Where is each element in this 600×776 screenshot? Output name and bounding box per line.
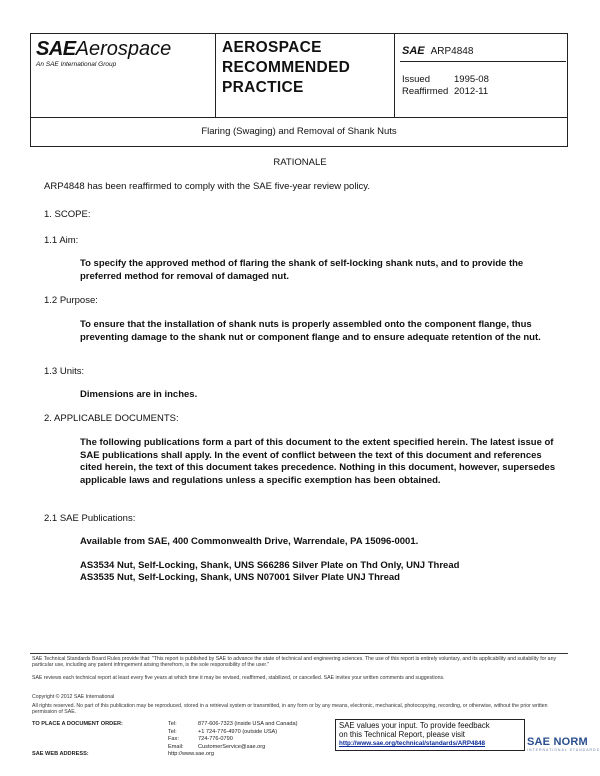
issued-value: 1995-08 xyxy=(454,74,489,85)
section-heading: 1.3 Units: xyxy=(44,366,85,377)
arp-divider xyxy=(400,61,566,62)
reaffirmed-value: 2012-11 xyxy=(454,86,489,97)
issued-label: Issued xyxy=(402,74,430,85)
header-divider xyxy=(394,34,395,118)
footer-note: SAE Technical Standards Board Rules provide that: "This report is published by SAE to advance the state of technical and engineering sciences. The use of this report is entirely voluntary, and its applicability and suitability for any particular use, including any patent infringement arising therefrom, is the sole responsibility of the user." xyxy=(32,656,557,669)
section-heading: 1.2 Purpose: xyxy=(44,295,98,306)
section-heading: 2.1 SAE Publications: xyxy=(44,513,136,524)
section-paragraph: To ensure that the installation of shank nuts is properly assembled onto the component flange, thus preventing damage to the shank nut or component flange and to ensure adequate retention of the nut. xyxy=(80,319,541,343)
email-value[interactable]: CustomerService@sae.org xyxy=(198,743,266,750)
doc-type-line: PRACTICE xyxy=(222,79,304,96)
section-heading: 2. APPLICABLE DOCUMENTS: xyxy=(44,413,179,424)
feedback-link[interactable]: http://www.sae.org/technical/standards/ARP4848 xyxy=(339,740,486,747)
section-paragraph: Available from SAE, 400 Commonwealth Drive, Warrendale, PA 15096-0001. xyxy=(80,536,419,547)
fax-value: 724-776-0790 xyxy=(198,736,233,743)
feedback-text: on this Technical Report, please visit xyxy=(339,730,465,739)
feedback-box xyxy=(335,719,525,751)
feedback-text: SAE values your input. To provide feedback xyxy=(339,721,490,730)
footer-divider xyxy=(30,653,568,654)
watermark-logo xyxy=(527,736,600,752)
web-value[interactable]: http://www.sae.org xyxy=(168,751,215,758)
section-heading: 1. SCOPE: xyxy=(44,209,91,220)
tel2-value: +1 724-776-4970 (outside USA) xyxy=(198,728,278,735)
section-paragraph: Dimensions are in inches. xyxy=(80,389,198,400)
watermark-subtext: INTERNATIONAL STANDARDS xyxy=(527,748,600,752)
footer-note: SAE reviews each technical report at least every five years at which time it may be revised, reaffirmed, stabilized, or cancelled. SAE invites your written comments and suggestions. xyxy=(32,675,445,681)
order-label: TO PLACE A DOCUMENT ORDER: xyxy=(32,721,123,727)
rationale-text: ARP4848 has been reaffirmed to comply with the SAE five-year review policy. xyxy=(44,181,370,192)
arp-sae-mark: SAE xyxy=(402,45,425,57)
section-paragraph: To specify the approved method of flaring the shank of self-locking shank nuts, and to provide the preferred method for removal of damaged nut. xyxy=(80,258,524,282)
web-label: SAE WEB ADDRESS: xyxy=(32,751,89,758)
document-title: Flaring (Swaging) and Removal of Shank Nuts xyxy=(30,118,568,147)
arp-designation xyxy=(402,45,473,57)
logo-group-text: An SAE International Group xyxy=(36,61,117,68)
reference-item: AS3534 Nut, Self-Locking, Shank, UNS S66286 Silver Plate on Thd Only, UNJ Thread xyxy=(80,560,460,571)
rights-statement: All rights reserved. No part of this publication may be reproduced, stored in a retrieval system or transmitted, in any form or by any means, electronic, mechanical, photocopying, recording, or otherwise, without the prior written permission of SAE. xyxy=(32,703,548,716)
arp-number: ARP4848 xyxy=(430,46,474,57)
header-divider xyxy=(215,34,216,118)
document-type xyxy=(222,38,350,98)
copyright: Copyright © 2012 SAE International xyxy=(32,694,115,700)
tel2-label: Tel: xyxy=(168,728,177,735)
section-paragraph: The following publications form a part of this document to the extent specified herein. The latest issue of SAE publications shall apply. In the event of conflict between the text of this document and references cited herein, the text of this document takes precedence. Nothing in this document, however, supersedes applicable laws and regulations unless a specific exemption has been obtained. xyxy=(80,437,556,486)
email-label: Email: xyxy=(168,743,184,750)
tel-value: 877-606-7323 (inside USA and Canada) xyxy=(198,721,298,727)
reference-item: AS3535 Nut, Self-Locking, Shank, UNS N07001 Silver Plate UNJ Thread xyxy=(80,572,400,583)
watermark-text: SAE NORM xyxy=(527,736,588,748)
rationale-heading: RATIONALE xyxy=(273,157,327,168)
issue-dates xyxy=(402,74,489,98)
section-heading: 1.1 Aim: xyxy=(44,235,79,246)
doc-type-line: AEROSPACE xyxy=(222,39,322,56)
order-info xyxy=(32,721,298,759)
sae-aerospace-logo xyxy=(36,38,171,68)
tel-label: Tel: xyxy=(168,721,177,727)
reaffirmed-label: Reaffirmed xyxy=(402,86,449,97)
logo-aerospace-text: Aerospace xyxy=(75,38,172,60)
fax-label: Fax: xyxy=(168,736,179,743)
doc-type-line: RECOMMENDED xyxy=(222,59,351,76)
logo-sae-text: SAE xyxy=(36,38,76,60)
